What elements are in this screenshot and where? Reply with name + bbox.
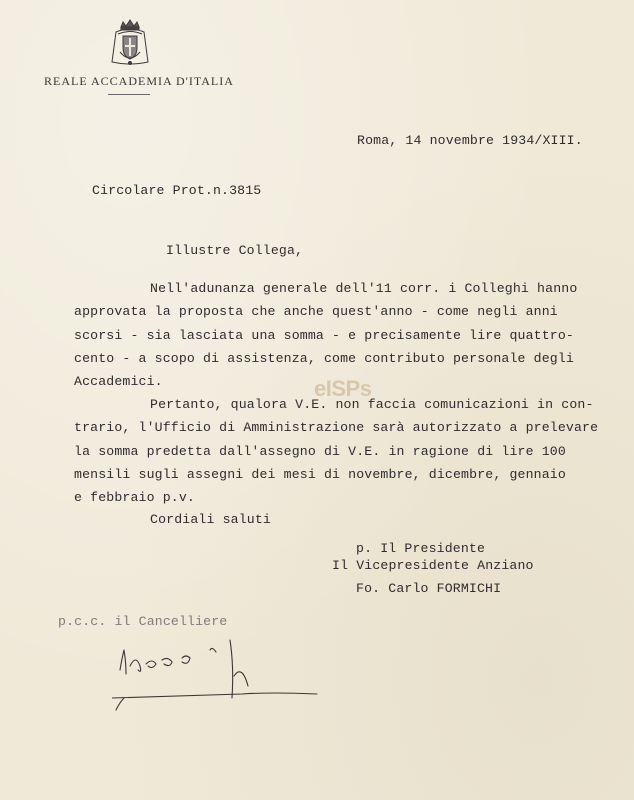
institution-name: REALE ACCADEMIA D'ITALIA (44, 74, 234, 88)
signature-block-line: Il Vicepresidente Anziano (332, 558, 534, 573)
paragraph-1-line: Nell'adunanza generale dell'11 corr. i Colleghi hanno (150, 281, 578, 296)
royal-crest-icon (108, 18, 152, 68)
paragraph-2-line: Pertanto, qualora V.E. non faccia comunicazioni in con- (150, 397, 594, 412)
signature-block-line: p. Il Presidente (356, 541, 486, 556)
protocol-number: Circolare Prot.n.3815 (92, 183, 262, 198)
paragraph-1-line: scorsi - sia lasciata una somma - e precisamente lire quattro- (74, 328, 574, 343)
paragraph-2-line: la somma predetta dall'assegno di V.E. in ragione di lire 100 (74, 444, 566, 459)
signature-block-line: Fo. Carlo FORMICHI (356, 581, 502, 596)
paragraph-1-line: cento - a scopo di assistenza, come contributo personale degli (74, 351, 574, 366)
closing: Cordiali saluti (150, 512, 271, 527)
handwritten-signature (112, 636, 322, 716)
salutation: Illustre Collega, (166, 243, 304, 258)
paragraph-1-line: approvata la proposta che anche quest'anno - come negli anni (74, 304, 558, 319)
paragraph-2-line: trario, l'Ufficio di Amministrazione sarà autorizzato a prelevare (74, 420, 599, 435)
paragraph-2-line: mensili sugli assegni dei mesi di novembre, dicembre, gennaio (74, 467, 566, 482)
paragraph-1-line: Accademici. (74, 374, 163, 389)
date-line: Roma, 14 novembre 1934/XIII. (357, 133, 583, 148)
cc-line: p.c.c. il Cancelliere (58, 614, 228, 629)
paragraph-2-line: e febbraio p.v. (74, 490, 195, 505)
letterhead-divider (108, 94, 150, 95)
archive-watermark: eISPs (314, 376, 372, 401)
